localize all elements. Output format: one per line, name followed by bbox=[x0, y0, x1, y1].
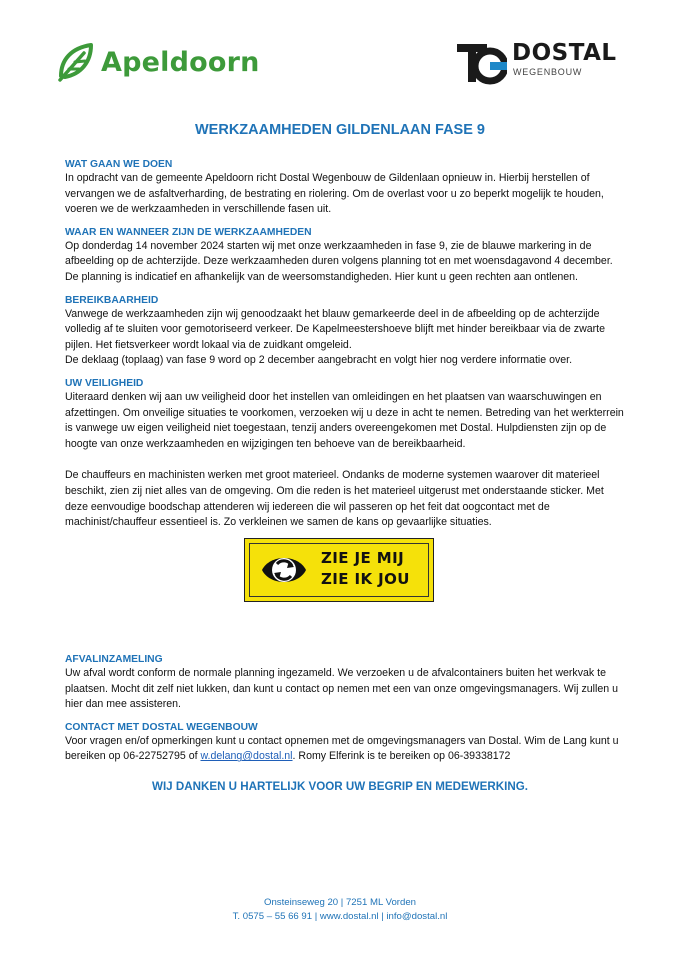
section-text-contact bbox=[65, 734, 625, 765]
section-heading-bereikbaarheid: BEREIKBAARHEID bbox=[65, 294, 159, 306]
dostal-logo bbox=[457, 40, 617, 88]
dostal-logo-sub: WEGENBOUW bbox=[513, 67, 583, 77]
section-heading-afvalinzameling: AFVALINZAMELING bbox=[65, 654, 163, 665]
footer bbox=[0, 896, 680, 924]
section-text-uw-veiligheid: Uiteraard denken wij aan uw veiligheid door het instellen van omleidingen en het plaatsen van waarschuwingen en afzettingen. Om onveilige situaties te voorkomen, verzoeken wij u deze in acht te nemen. Betreding van het werkterrein is vanwege uw eigen veiligheid niet toegestaan, tenzij anders overeengekomen met Dostal. Hulpdiensten zijn op de hoogte van onze werkzaamheden en wijzigingen ten behoeve van de bereikbaarheid. bbox=[65, 390, 624, 450]
dostal-logo-name: DOSTAL bbox=[512, 40, 617, 66]
contact-text-before-link: Voor vragen en/of opmerkingen kunt u contact opnemen met de omgevingsmanagers van Dostal. Wim de Lang kunt u bereiken op 06-22752795 of bbox=[65, 734, 619, 763]
footer-contact: T. 0575 – 55 66 91 | www.dostal.nl | info@dostal.nl bbox=[232, 911, 448, 922]
section-text-uw-veiligheid-materieel: De chauffeurs en machinisten werken met groot materieel. Ondanks de moderne systemen waarover dit materieel beschikt, zien zij niet alles van de omgeving. Om die reden is het materieel uitgerust met onderstaande sticker. Met deze eenvoudige boodschap attenderen wij iedereen die wil passeren op het feit dat oogcontact met de machinist/chauffeur essentieel is. Zo verkleinen we samen de kans op gevaarlijke situaties. bbox=[65, 469, 604, 529]
section-heading-uw-veiligheid: UW VEILIGHEID bbox=[65, 377, 144, 389]
section-heading-waar-en-wanneer: WAAR EN WANNEER ZIJN DE WERKZAAMHEDEN bbox=[65, 226, 312, 238]
section-text-bereikbaarheid: Vanwege de werkzaamheden zijn wij genoodzaakt het blauw gemarkeerde deel in de afbeelding op de achterzijde volledig af te sluiten voor gemotoriseerd verkeer. De Kapelmeestershoeve blijft met hinder bereikbaar via de zwarte pijlen. Het fietsverkeer wordt lokaal via de zuidkant omgeleid. bbox=[65, 307, 605, 351]
apeldoorn-logo bbox=[57, 42, 260, 82]
section-text-bereikbaarheid-deklaag: De deklaag (toplaag) van fase 9 word op 2 december aangebracht en volgt hier nog verdere informatie over. bbox=[65, 354, 573, 367]
contact-text-after-link: . Romy Elferink is te bereiken op 06-39338172 bbox=[292, 750, 511, 763]
section-heading-wat-gaan-we-doen: WAT GAAN WE DOEN bbox=[65, 159, 173, 170]
eye-contact-icon bbox=[260, 548, 308, 592]
section-text-afvalinzameling: Uw afval wordt conform de normale planning ingezameld. We verzoeken u de afvalcontainers buiten het werkvak te plaatsen. Mocht dit zelf niet lukken, dan kunt u contact op nemen met een van onze omgevingsmanagers. Wij zullen u hier dan mee assisteren. bbox=[65, 667, 618, 711]
zie-je-mij-sticker bbox=[244, 538, 436, 604]
lower-content bbox=[65, 653, 625, 765]
page-title: WERKZAAMHEDEN GILDENLAAN FASE 9 bbox=[194, 122, 485, 138]
sticker-line-2: ZIE IK JOU bbox=[321, 570, 410, 588]
dostal-logo-mark-icon bbox=[457, 42, 507, 86]
section-text-wat-gaan-we-doen: In opdracht van de gemeente Apeldoorn richt Dostal Wegenbouw de Gildenlaan opnieuw in. Hierbij herstellen of vervangen we de asfaltverharding, de bestrating en riolering. Om de overlast voor u zo beperkt mogelijk te houden, voeren we de werkzaamheden in verschillende fasen uit. bbox=[65, 172, 604, 216]
thanks-message: WIJ DANKEN U HARTELIJK VOOR UW BEGRIP EN MEDEWERKING. bbox=[152, 780, 528, 793]
contact-email-link[interactable]: w.delang@dostal.nl bbox=[200, 750, 293, 763]
apeldoorn-logo-text: Apeldoorn bbox=[101, 46, 260, 78]
sticker-line-1: ZIE JE MIJ bbox=[321, 549, 405, 567]
apeldoorn-leaf-icon bbox=[57, 42, 95, 82]
section-text-waar-en-wanneer: Op donderdag 14 november 2024 starten wij met onze werkzaamheden in fase 9, zie de blauwe markering in de afbeelding op de achterzijde. Deze werkzaamheden duren volgens planning tot en met woensdagavond 4 december. De planning is indicatief en afhankelijk van de weersomstandigheden. Hier kunt u geen rechten aan ontlenen. bbox=[65, 239, 613, 283]
section-heading-contact: CONTACT MET DOSTAL WEGENBOUW bbox=[65, 721, 258, 733]
footer-address: Onsteinseweg 20 | 7251 ML Vorden bbox=[263, 897, 416, 908]
main-content bbox=[65, 158, 625, 531]
